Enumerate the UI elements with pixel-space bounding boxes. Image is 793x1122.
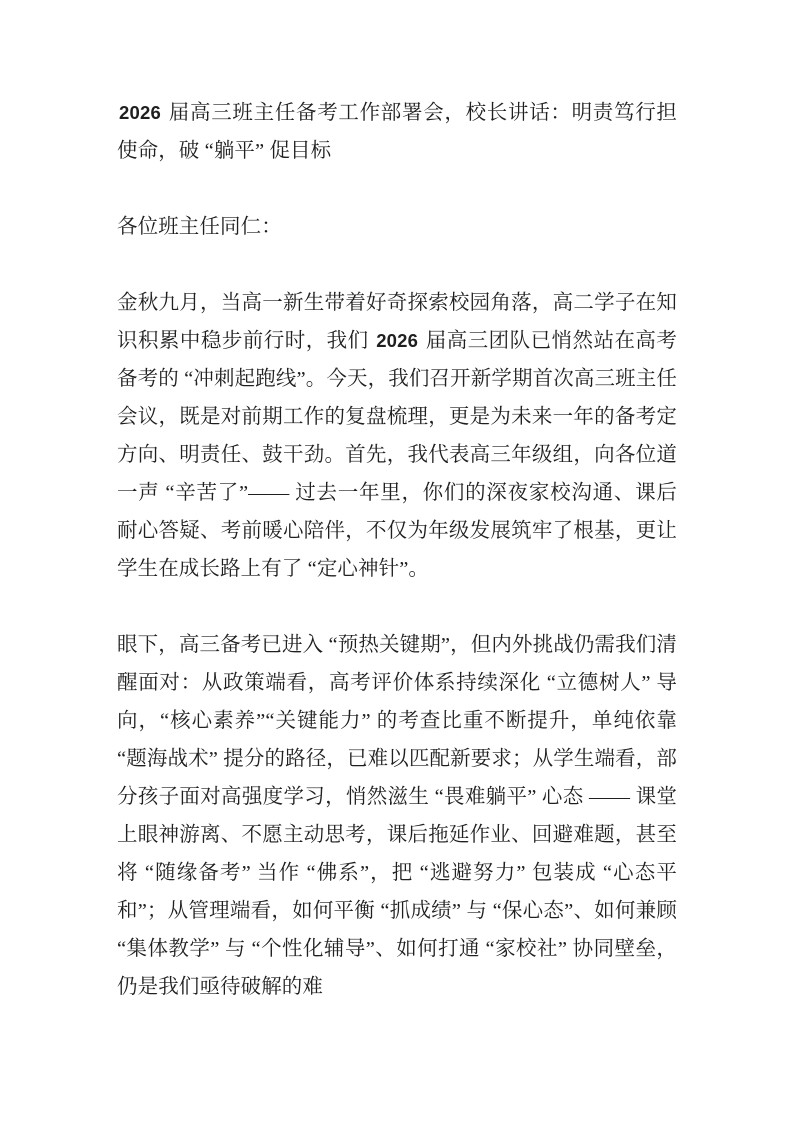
paragraph-1-segment-3: 届高三团队已悄然站在高考备考的 “冲刺起跑线”。今天，我们召开新学期首次高三班主任会议，既是对前期工作的复盘梳理，更是为未来一年的备考定方向、明责任、鼓干劲。首先，我代表高三年级组，向各位道一声 “辛苦了”—— 过去一年里，你们的深夜家校沟通、课后耐心答疑、考前暖心陪伴，不仅为年级发展筑牢了根基，更让学生在成长路上有了 “定心神针”。: [117, 330, 677, 580]
paragraph-1: [117, 284, 677, 588]
document-title: [117, 94, 677, 170]
document-body: [117, 94, 677, 1006]
title-year-number: 2026: [119, 102, 161, 123]
salutation-line: 各位班主任同仁：: [117, 216, 282, 238]
title-text: 届高三班主任备考工作部署会，校长讲话：明责笃行担使命，破 “躺平” 促目标: [117, 102, 677, 162]
paragraph-1-year-number: 2026: [376, 330, 419, 351]
paragraph-2: 眼下，高三备考已进入 “预热关键期”，但内外挑战仍需我们清醒面对：从政策端看，高考评价体系持续深化 “立德树人” 导向，“核心素养”“关键能力” 的考查比重不断提升，单纯依靠 “题海战术” 提分的路径，已难以匹配新要求；从学生端看，部分孩子面对高强度学习，悄然滋生 “畏难躺平” 心态 —— 课堂上眼神游离、不愿主动思考，课后拖延作业、回避难题，甚至将 “随缘备考” 当作 “佛系”，把 “逃避努力” 包装成 “心态平和”；从管理端看，如何平衡 “抓成绩” 与 “保心态”、如何兼顾 “集体教学” 与 “个性化辅导”、如何打通 “家校社” 协同壁垒，仍是我们亟待破解的难: [117, 634, 677, 998]
paragraph-1-segment-1: 金秋九月，当高一新生带着好奇探索校园角落，高二学子在知识积累中稳步前行时，我们: [117, 292, 677, 352]
